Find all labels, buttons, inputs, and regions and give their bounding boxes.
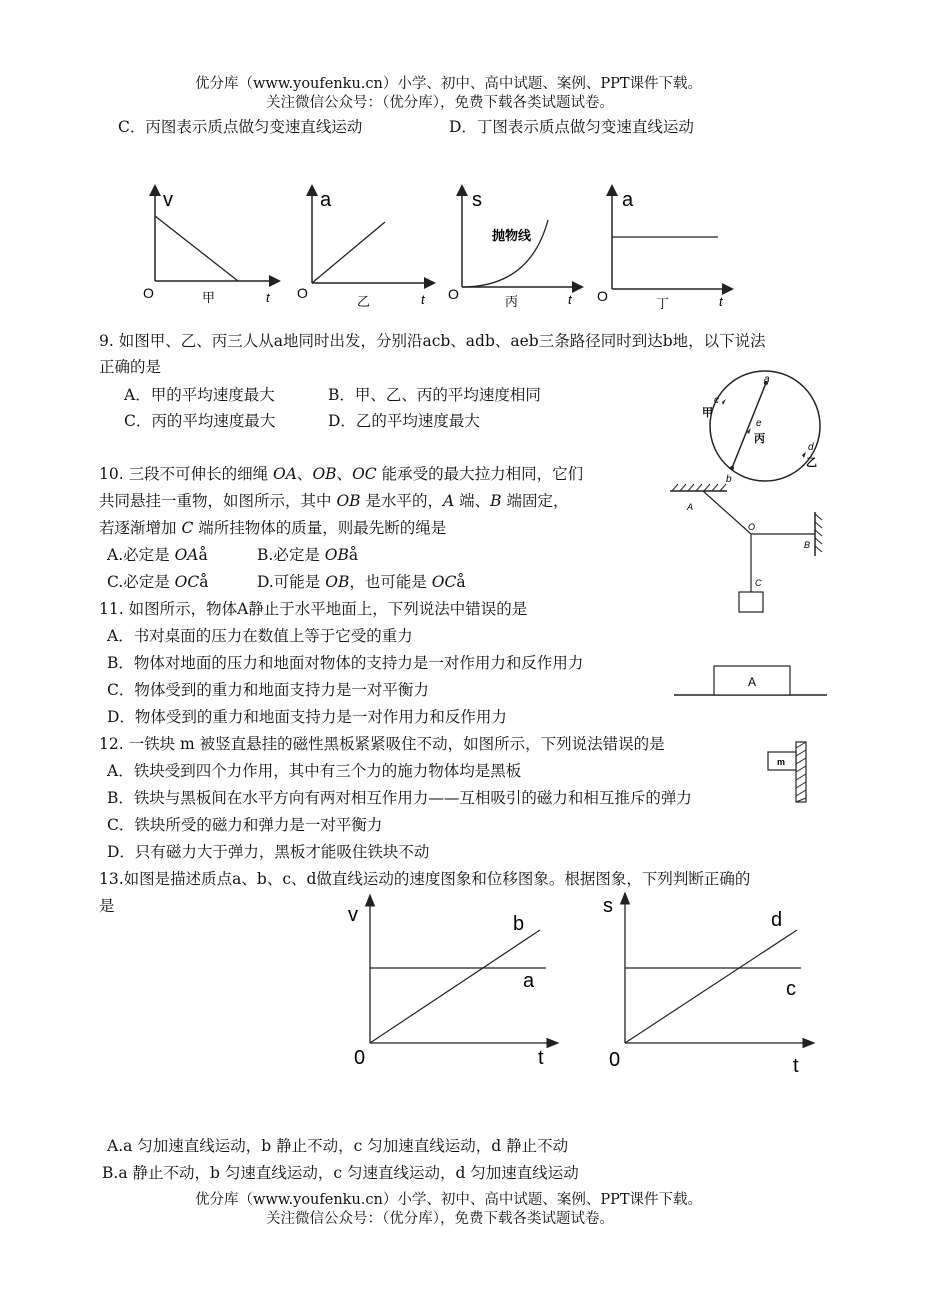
- q9-label-b: b: [726, 474, 732, 485]
- q13-stem-2: 是: [99, 897, 115, 915]
- graph-jia-ylabel: v: [163, 189, 173, 211]
- q9-label-bing: 丙: [754, 433, 765, 445]
- graph-bing-xlabel: t: [568, 292, 572, 307]
- q10-option-c: C.必定是 OCå: [107, 573, 209, 591]
- q9-label-a: a: [764, 374, 770, 385]
- graph-yi-name: 乙: [357, 294, 371, 309]
- q10-label-o: O: [748, 522, 756, 532]
- header-line-2: 关注微信公众号：（优分库），免费下载各类试题试卷。: [266, 95, 614, 111]
- q13-g1-origin: 0: [354, 1047, 366, 1069]
- q13-option-a: A.a 匀加速直线运动，b 静止不动，c 匀加速直线运动，d 静止不动: [107, 1137, 569, 1155]
- q13-g1-ylabel: v: [348, 904, 358, 926]
- q13-g2-line-d: d: [771, 909, 783, 931]
- q9-option-c: C．丙的平均速度最大: [124, 412, 276, 430]
- q11-block-label: A: [748, 675, 757, 689]
- q8-option-c: C．丙图表示质点做匀变速直线运动: [118, 118, 363, 136]
- q8-option-d: D．丁图表示质点做匀变速直线运动: [449, 118, 694, 136]
- q9-option-a: A．甲的平均速度最大: [124, 386, 275, 404]
- graph-ding-xlabel: t: [719, 294, 723, 309]
- header-line-1: 优分库（www.youfenku.cn）小学、初中、高中试题、案例、PPT课件下载。: [195, 76, 703, 92]
- q9-option-d: D．乙的平均速度最大: [328, 412, 480, 430]
- q13-g1-line-b: b: [513, 913, 525, 935]
- q13-displacement-graph: [603, 895, 809, 1077]
- q13-g1-line-a: a: [523, 970, 535, 992]
- q10-option-a: A.必定是 OAå: [107, 546, 208, 564]
- q9-label-e: e: [756, 418, 762, 429]
- graph-yi-origin: O: [297, 285, 308, 301]
- graph-ding-ylabel: a: [622, 189, 634, 211]
- graph-bing-name: 丙: [505, 294, 519, 309]
- q10-option-d: D.可能是 OB，也可能是 OCå: [257, 573, 466, 591]
- graph-bing-origin: O: [448, 286, 459, 302]
- q9-stem-1: 9. 如图甲、乙、丙三人从a地同时出发，分别沿acb、adb、aeb三条路径同时到达b地，以下说法: [99, 332, 766, 350]
- q10-stem-1: 10. 三段不可伸长的细绳 OA、OB、OC 能承受的最大拉力相同，它们: [99, 465, 584, 483]
- q9-stem-2: 正确的是: [99, 358, 162, 376]
- graph-ding-origin: O: [597, 288, 608, 304]
- q11-stem: 11. 如图所示，物体A静止于水平地面上，下列说法中错误的是: [99, 600, 528, 618]
- q13-option-b: B.a 静止不动，b 匀速直线运动，c 匀速直线运动，d 匀加速直线运动: [102, 1164, 579, 1182]
- q13-g1-xlabel: t: [538, 1047, 544, 1069]
- q12-stem: 12. 一铁块 m 被竖直悬挂的磁性黑板紧紧吸住不动，如图所示，下列说法错误的是: [99, 735, 665, 753]
- graph-jia-name: 甲: [202, 290, 216, 305]
- q13-g2-xlabel: t: [793, 1055, 799, 1077]
- q9-label-d: d: [808, 442, 814, 453]
- q13-velocity-graph: [348, 900, 553, 1069]
- q9-label-c: c: [714, 395, 719, 406]
- q11-option-a: A．书对桌面的压力在数值上等于它受的重力: [107, 627, 413, 645]
- q10-label-a: A: [687, 502, 694, 512]
- graph-jia-origin: O: [143, 285, 154, 301]
- q11-option-b: B．物体对地面的压力和地面对物体的支持力是一对作用力和反作用力: [107, 654, 584, 672]
- q10-option-b: B.必定是 OBå: [257, 546, 359, 564]
- q12-option-c: C．铁块所受的磁力和弹力是一对平衡力: [107, 816, 383, 834]
- q13-g2-origin: 0: [609, 1049, 621, 1071]
- q10-label-c: C: [755, 578, 762, 588]
- q13-stem-1: 13.如图是描述质点a、b、c、d做直线运动的速度图象和位移图象。根据图象，下列判断正确的: [99, 870, 751, 888]
- q11-option-c: C．物体受到的重力和地面支持力是一对平衡力: [107, 681, 429, 699]
- footer-line-2: 关注微信公众号：（优分库），免费下载各类试题试卷。: [266, 1211, 614, 1227]
- q10-stem-2: 共同悬挂一重物，如图所示，其中 OB 是水平的，A 端、B 端固定，: [99, 492, 569, 510]
- graph-bing-note: 抛物线: [492, 228, 532, 243]
- graph-yi-ylabel: a: [320, 189, 332, 211]
- q9-label-jia: 甲: [702, 407, 713, 419]
- graph-jia-xlabel: t: [266, 290, 270, 305]
- q12-option-b: B．铁块与黑板间在水平方向有两对相互作用力——互相吸引的磁力和相互推斥的弹力: [107, 789, 692, 807]
- q12-option-a: A．铁块受到四个力作用，其中有三个力的施力物体均是黑板: [107, 762, 522, 780]
- q9-option-b: B．甲、乙、丙的平均速度相同: [328, 386, 541, 404]
- q12-block-label: m: [777, 757, 786, 767]
- q9-label-yi: 乙: [806, 457, 817, 469]
- q12-option-d: D．只有磁力大于弹力，黑板才能吸住铁块不动: [107, 843, 430, 861]
- q13-g2-line-c: c: [786, 978, 796, 1000]
- graph-ding-name: 丁: [656, 296, 670, 311]
- q10-label-b: B: [804, 540, 811, 550]
- footer-line-1: 优分库（www.youfenku.cn）小学、初中、高中试题、案例、PPT课件下载。: [195, 1192, 703, 1208]
- q10-stem-3: 若逐渐增加 C 端所挂物体的质量，则最先断的绳是: [99, 519, 447, 537]
- graph-bing-ylabel: s: [472, 189, 482, 211]
- q13-g2-ylabel: s: [603, 895, 613, 917]
- graph-yi-xlabel: t: [421, 292, 425, 307]
- q11-option-d: D．物体受到的重力和地面支持力是一对作用力和反作用力: [107, 708, 507, 726]
